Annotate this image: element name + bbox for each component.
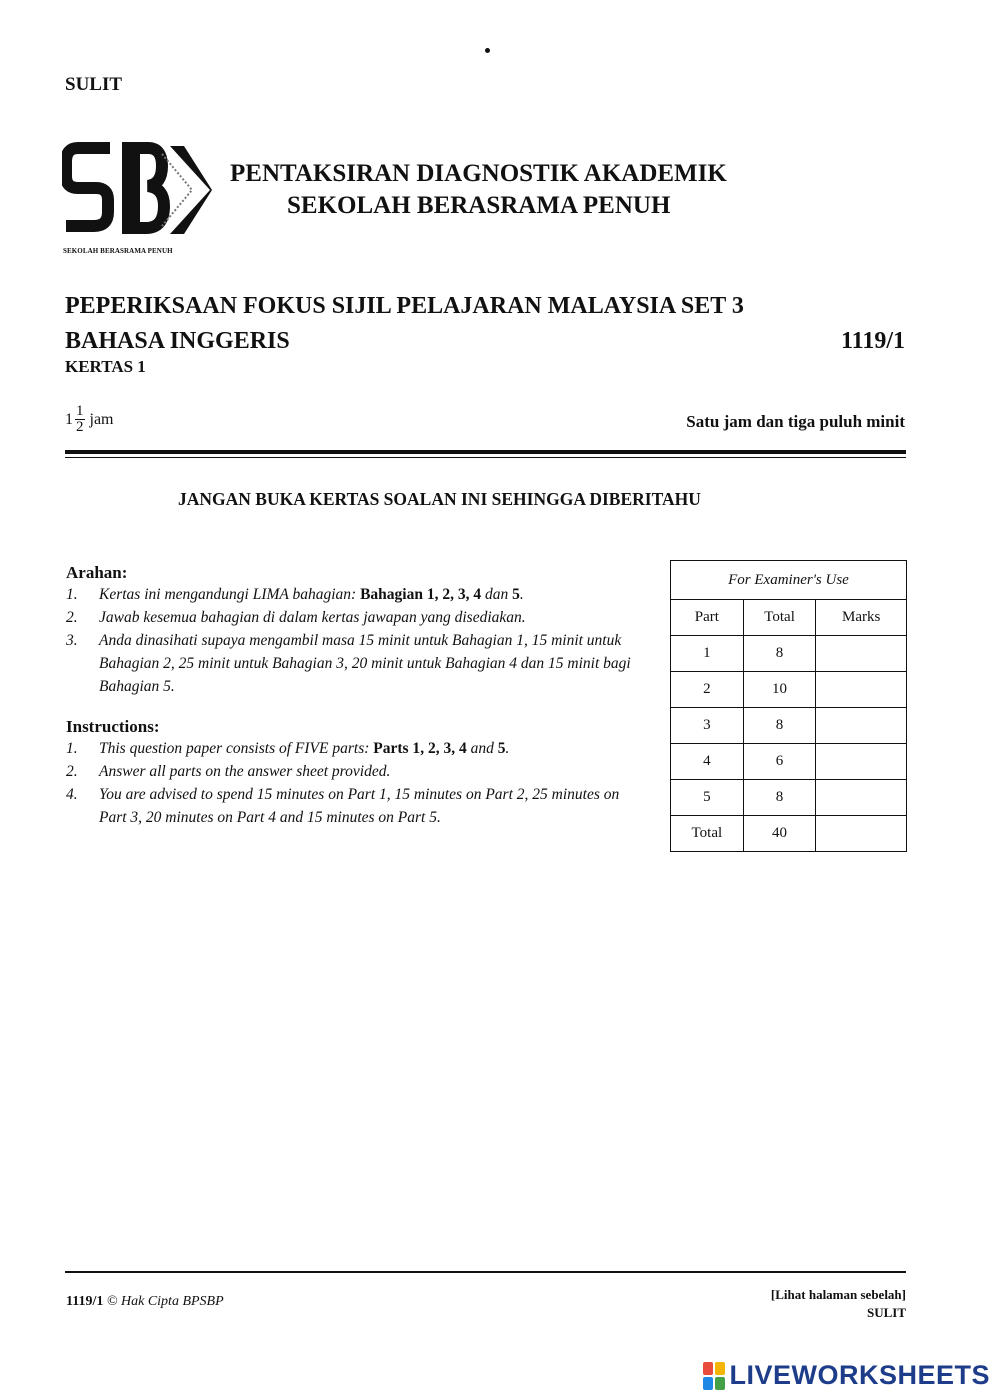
bold-part: 5 [497,740,506,757]
sep: , [451,740,459,757]
list-item [66,606,636,629]
total-cell: 10 [743,672,816,708]
liveworksheets-text: LIVEWORKSHEETS [729,1360,990,1390]
duration-frac [75,404,85,435]
subject-name: BAHASA INGGERIS [65,328,290,354]
table-header: Marks [816,600,907,636]
duration-words: Satu jam dan tiga puluh minit [686,412,905,431]
table-row [671,672,907,708]
marks-cell[interactable] [816,780,907,816]
paper-code: 1119/1 [840,328,905,354]
bold-part: 2 [442,586,451,603]
examiner-table-caption: For Examiner's Use [671,561,907,600]
table-header: Part [671,600,744,636]
thick-divider [65,450,906,454]
item-number: 1. [66,740,78,757]
table-row [671,708,907,744]
duration-denominator: 2 [76,419,84,435]
duration-fraction [65,404,114,435]
footer-sulit: SULIT [866,1305,906,1320]
arahan-list [66,583,636,698]
item-text-pre: Kertas ini mengandungi LIMA bahagian: [99,586,361,603]
item-text-post: . [519,586,524,603]
marks-cell[interactable] [816,708,907,744]
item-text: Anda dinasihati supaya mengambil masa 15 minit untuk Bahagian 1, 15 minit untuk Bahagian 2, 25 minit untuk Bahagian 3, 20 minit untuk Bahagian 4 dan 15 minit bagi Bahagian 5. [99,632,631,695]
part-cell: 2 [671,672,744,708]
sep: and [466,740,498,757]
list-item [66,737,636,760]
table-row-total [671,816,907,852]
bold-part: 3 [443,740,452,757]
total-cell: 8 [743,780,816,816]
sep: , [434,586,443,603]
logo-caption: SEKOLAH BERASRAMA PENUH [63,247,173,255]
item-text-pre: This question paper consists of FIVE parts: [99,740,374,757]
total-cell: 6 [743,744,816,780]
item-number: 2. [66,763,78,780]
duration-unit: jam [89,410,114,428]
sbp-logo [62,140,212,255]
bold-part: Bahagian 1 [360,586,435,603]
part-cell: 3 [671,708,744,744]
paper-label: KERTAS 1 [65,357,146,376]
duration-whole: 1 [65,410,73,428]
item-text [99,737,509,760]
item-text: Jawab kesemua bahagian di dalam kertas jawapan yang disediakan. [99,609,526,626]
liveworksheets-watermark [703,1360,990,1391]
org-name-line2: SEKOLAH BERASRAMA PENUH [287,192,671,219]
logo-square [715,1362,725,1375]
marks-cell[interactable] [816,816,907,852]
part-cell: Total [671,816,744,852]
part-cell: 4 [671,744,744,780]
duration-numerator: 1 [76,403,84,419]
total-cell: 8 [743,708,816,744]
do-not-open-warning: JANGAN BUKA KERTAS SOALAN INI SEHINGGA DIBERITAHU [178,489,701,509]
instructions-heading: Instructions: [66,717,160,736]
list-item [66,783,636,829]
sulit-label-top: SULIT [65,74,123,95]
sep: , [465,586,474,603]
marks-cell[interactable] [816,636,907,672]
list-item [66,583,636,606]
item-number: 4. [66,786,78,803]
part-cell: 5 [671,780,744,816]
scan-dot [485,48,490,53]
org-name-line1: PENTAKSIRAN DIAGNOSTIK AKADEMIK [230,160,727,187]
total-cell: 8 [743,636,816,672]
item-text-post: . [505,740,510,757]
table-header: Total [743,600,816,636]
arahan-heading: Arahan: [66,563,128,582]
liveworksheets-logo-icon [703,1362,725,1390]
item-text [99,583,524,606]
thin-divider [65,457,906,458]
item-text: Answer all parts on the answer sheet provided. [99,763,391,780]
marks-cell[interactable] [816,744,907,780]
item-text: You are advised to spend 15 minutes on Part 1, 15 minutes on Part 2, 25 minutes on Part 3, 20 minutes on Part 4 and 15 minutes on Part 5. [99,786,620,826]
part-cell: 1 [671,636,744,672]
item-number: 1. [66,586,78,603]
bold-part: 4 [458,740,467,757]
item-number: 2. [66,609,78,626]
sep: , [420,740,428,757]
list-item [66,760,636,783]
table-row [671,780,907,816]
item-number: 3. [66,632,78,649]
footer-code [66,1294,224,1310]
sep: , [435,740,444,757]
footer-divider [65,1271,906,1273]
bold-part: 3 [457,586,466,603]
sep: , [450,586,458,603]
logo-square [703,1362,713,1375]
bold-part: 5 [512,586,520,603]
instructions-list [66,737,636,829]
bold-part: Parts 1 [373,740,421,757]
bold-part: 4 [473,586,482,603]
footer-paper-code: 1119/1 [66,1294,104,1309]
logo-square [703,1377,713,1390]
table-row [671,744,907,780]
table-row [671,636,907,672]
total-cell: 40 [743,816,816,852]
list-item [66,629,636,698]
examiner-table [670,560,907,852]
sep: dan [481,586,513,603]
marks-cell[interactable] [816,672,907,708]
footer-see-next-page: [Lihat halaman sebelah] [770,1287,906,1302]
footer-copyright: © Hak Cipta BPSBP [103,1294,224,1309]
logo-square [715,1377,725,1390]
exam-title: PEPERIKSAAN FOKUS SIJIL PELAJARAN MALAYSIA SET 3 [65,293,744,319]
bold-part: 2 [427,740,436,757]
